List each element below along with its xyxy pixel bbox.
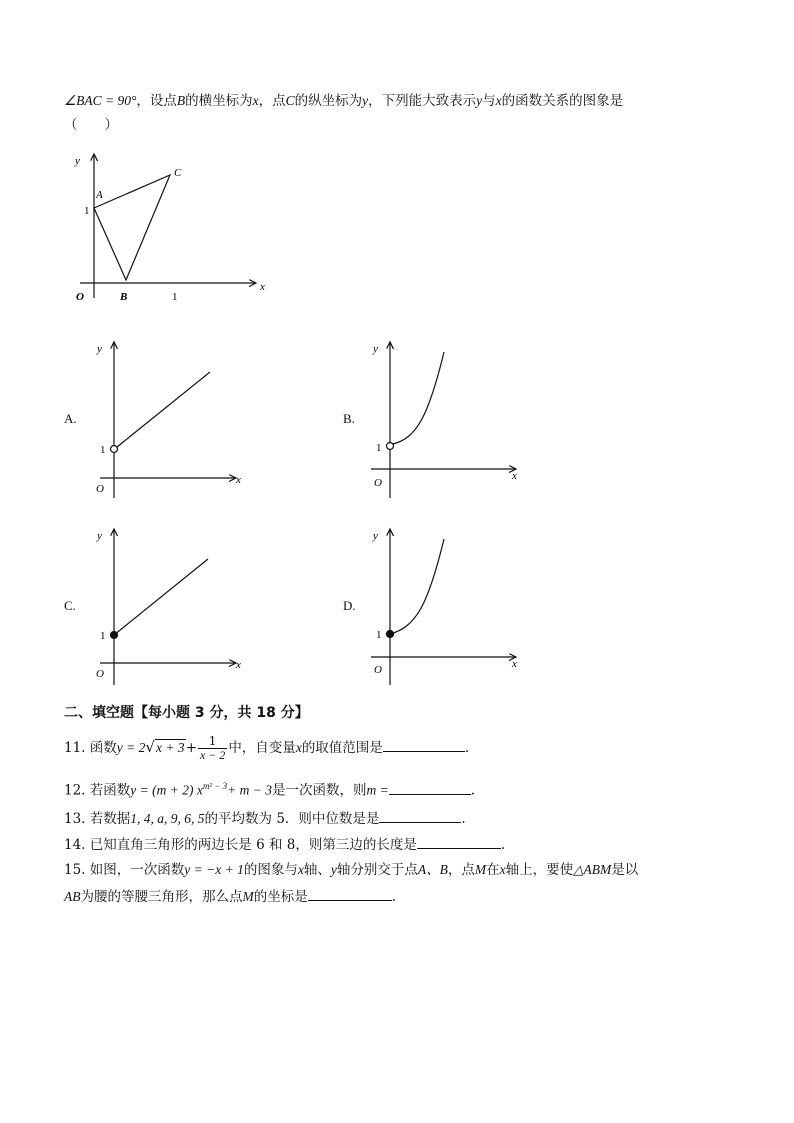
x-tick-1: 1 — [172, 291, 178, 303]
svg-text:x: x — [512, 658, 517, 670]
closed-endpoint — [111, 632, 118, 639]
option-d-letter[interactable]: D. — [343, 598, 356, 613]
y-tick-1: 1 — [84, 205, 90, 217]
closed-endpoint — [387, 631, 394, 638]
svg-text:x: x — [236, 474, 241, 486]
open-endpoint — [111, 446, 118, 453]
answer-paren: （ ） — [64, 117, 118, 133]
function-line — [114, 559, 208, 635]
angle-expression: ∠BAC = 90° — [64, 93, 137, 108]
option-a-graph — [90, 338, 250, 503]
question-12: 12. 若函数y = (m + 2) $x^{m^2 - 3}+ m - 3$是一次函数，则m = . — [64, 781, 476, 799]
answer-blank[interactable] — [389, 781, 471, 795]
function-line — [117, 372, 210, 447]
svg-text:O: O — [96, 668, 104, 680]
y-axis-label: y — [75, 155, 80, 167]
option-d-graph — [366, 525, 526, 690]
svg-text:O: O — [374, 477, 382, 489]
function-curve — [390, 539, 444, 634]
option-c-graph — [90, 525, 250, 690]
svg-text:1: 1 — [376, 629, 382, 641]
question-14: 14. 已知直角三角形的两边长是 6 和 8，则第三边的长度是 . — [64, 837, 506, 853]
svg-text:O: O — [96, 483, 104, 495]
svg-text:y: y — [373, 343, 378, 355]
answer-blank[interactable] — [379, 809, 461, 823]
x-axis-label: x — [260, 281, 265, 293]
svg-text:1: 1 — [100, 630, 106, 642]
answer-blank[interactable] — [417, 835, 501, 849]
svg-text:y: y — [97, 343, 102, 355]
svg-text:x: x — [512, 470, 517, 482]
option-a-letter[interactable]: A. — [64, 411, 77, 426]
question-15-line-2: AB为腰的等腰三角形，那么点M的坐标是 . — [64, 889, 397, 905]
svg-text:y: y — [97, 530, 102, 542]
svg-text:x: x — [236, 659, 241, 671]
point-a-label: A — [96, 189, 103, 201]
question-13: 13. 若数据1, 4, a, 9, 6, 5的平均数为 5．则中位数是是 . — [64, 811, 466, 827]
open-endpoint — [387, 443, 394, 450]
origin-label: O — [76, 291, 84, 303]
section-2-title: 二、填空题【每小题 3 分，共 18 分】 — [64, 705, 309, 721]
point-b-label: B — [120, 291, 128, 303]
svg-text:y: y — [373, 530, 378, 542]
svg-text:O: O — [374, 664, 382, 676]
function-curve — [393, 352, 444, 444]
triangle-abc — [94, 175, 170, 280]
question-11: 11. 函数y = 2√x + 3+ $\frac{1}{x - 2}$ 中，自变量x的取值范围是 . — [64, 734, 470, 762]
option-c-letter[interactable]: C. — [64, 598, 76, 613]
question-10-stem: ∠BAC = 90°，设点B的横坐标为x，点C的纵坐标为y，下列能大致表示y与x的函数关系的图象是 — [64, 93, 624, 109]
svg-text:1: 1 — [100, 444, 106, 456]
option-b-graph — [366, 338, 526, 503]
answer-blank[interactable] — [308, 887, 392, 901]
option-b-letter[interactable]: B. — [343, 411, 355, 426]
question-10-figure — [60, 148, 280, 308]
svg-text:1: 1 — [376, 442, 382, 454]
fraction: $\frac{1}{x - 2}$ — [199, 734, 226, 762]
point-c-label: C — [174, 167, 182, 179]
question-15: 15. 如图，一次函数y = −x + 1的图象与x轴、y轴分别交于点A、B，点M在x轴上，要使△ABM是以 — [64, 862, 639, 878]
answer-blank[interactable] — [383, 738, 465, 752]
